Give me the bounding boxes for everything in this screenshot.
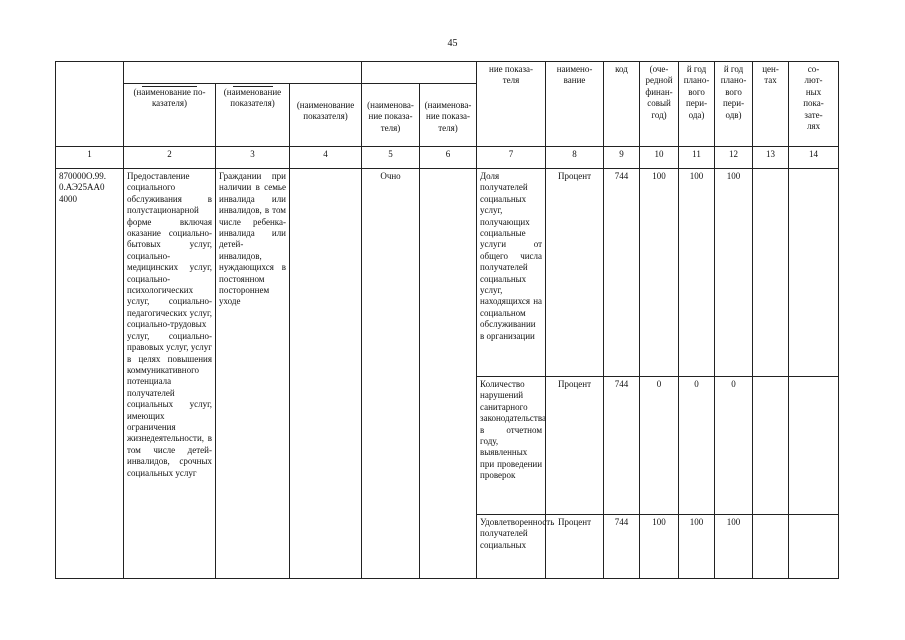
indicator-code: 744 xyxy=(604,515,640,579)
header-unit-name: наимено- вание xyxy=(546,62,604,147)
content-indicator-empty xyxy=(290,169,362,579)
col-num: 1 xyxy=(56,147,124,169)
registry-code: 870000О.99. 0.АЭ25АА0 4000 xyxy=(56,169,124,579)
header-year-plan-1: й год плано- вого пери- ода) xyxy=(679,62,715,147)
indicator-unit: Процент xyxy=(546,169,604,377)
absolute-empty xyxy=(789,515,839,579)
header-indicator-4: (наименование показателя) xyxy=(290,84,362,147)
service-form: Очно xyxy=(362,169,420,579)
header-group-content xyxy=(124,62,362,84)
indicator-name: Количество нарушений санитарного законодательства в отчетном году, выявленных при проведении проверок xyxy=(477,377,546,515)
recipient-category: Граждании при наличии в семье инвалида или инвалидов, в том числе ребенка-инвалида или детей-инвалидов, нуждающихся в постоянном постороннем уходе xyxy=(216,169,290,579)
col-num: 7 xyxy=(477,147,546,169)
header-row-top xyxy=(56,62,839,84)
header-indicator-2 xyxy=(124,84,216,147)
indicator-name: Удовлетворенность получателей социальных xyxy=(477,515,546,579)
header-indicator-3-label: (наименование показателя) xyxy=(223,87,282,109)
condition-empty xyxy=(420,169,477,579)
header-indicator-name: ние показа- теля xyxy=(477,62,546,147)
header-percent: цен- тах xyxy=(753,62,789,147)
col-num: 6 xyxy=(420,147,477,169)
indicator-unit: Процент xyxy=(546,377,604,515)
col-num: 2 xyxy=(124,147,216,169)
indicator-value-current: 100 xyxy=(640,515,679,579)
service-content: Предоставление социального обслуживания в полустационарной форме включая оказание социально-бытовых услуг, социально-медицинских услуг, социально-психологических услуг, социально-педагогических услуг, социально-трудовых услуг, социально-правовых услуг, услуг в целях повышения коммуникативного потенциала получателей социальных услуг, имеющих ограничения жизнедеятельности, в том числе детей-инвалидов, срочных социальных услуг xyxy=(124,169,216,579)
header-blank-1 xyxy=(56,62,124,147)
col-num: 14 xyxy=(789,147,839,169)
header-absolute: со- лют- ных пока- зате- лях xyxy=(789,62,839,147)
header-indicator-3 xyxy=(216,84,290,147)
table-row xyxy=(56,169,839,377)
indicator-value-plan2: 100 xyxy=(715,169,753,377)
page-number: 45 xyxy=(447,38,458,49)
col-num: 12 xyxy=(715,147,753,169)
col-num: 10 xyxy=(640,147,679,169)
col-num: 5 xyxy=(362,147,420,169)
absolute-empty xyxy=(789,377,839,515)
service-indicators-table xyxy=(55,61,839,579)
col-num: 8 xyxy=(546,147,604,169)
col-num: 4 xyxy=(290,147,362,169)
indicator-value-plan1: 100 xyxy=(679,169,715,377)
header-indicator-6: (наименова- ние показа- теля) xyxy=(420,84,477,147)
absolute-empty xyxy=(789,169,839,377)
indicator-value-plan1: 100 xyxy=(679,515,715,579)
percent-empty xyxy=(753,169,789,377)
indicator-code: 744 xyxy=(604,169,640,377)
col-num: 3 xyxy=(216,147,290,169)
percent-empty xyxy=(753,515,789,579)
indicator-value-plan1: 0 xyxy=(679,377,715,515)
indicator-value-current: 100 xyxy=(640,169,679,377)
header-code: код xyxy=(604,62,640,147)
col-num: 13 xyxy=(753,147,789,169)
col-num: 9 xyxy=(604,147,640,169)
percent-empty xyxy=(753,377,789,515)
column-number-row xyxy=(56,147,839,169)
header-year-plan-2: й год плано- вого пери- одв) xyxy=(715,62,753,147)
indicator-name: Доля получателей социальных услуг, получающих социальные услуги от общего числа получателей социальных услуг, находящихся на социальном обслуживании в организации xyxy=(477,169,546,377)
col-num: 11 xyxy=(679,147,715,169)
header-group-conditions xyxy=(362,62,477,84)
header-indicator-2-label: (наименование по- казателя) xyxy=(133,87,206,109)
indicator-value-current: 0 xyxy=(640,377,679,515)
indicator-unit: Процент xyxy=(546,515,604,579)
header-year-current: (оче- редной финан- совый год) xyxy=(640,62,679,147)
indicator-code: 744 xyxy=(604,377,640,515)
header-indicator-5: (наименова- ние показа- теля) xyxy=(362,84,420,147)
indicator-value-plan2: 100 xyxy=(715,515,753,579)
indicator-value-plan2: 0 xyxy=(715,377,753,515)
